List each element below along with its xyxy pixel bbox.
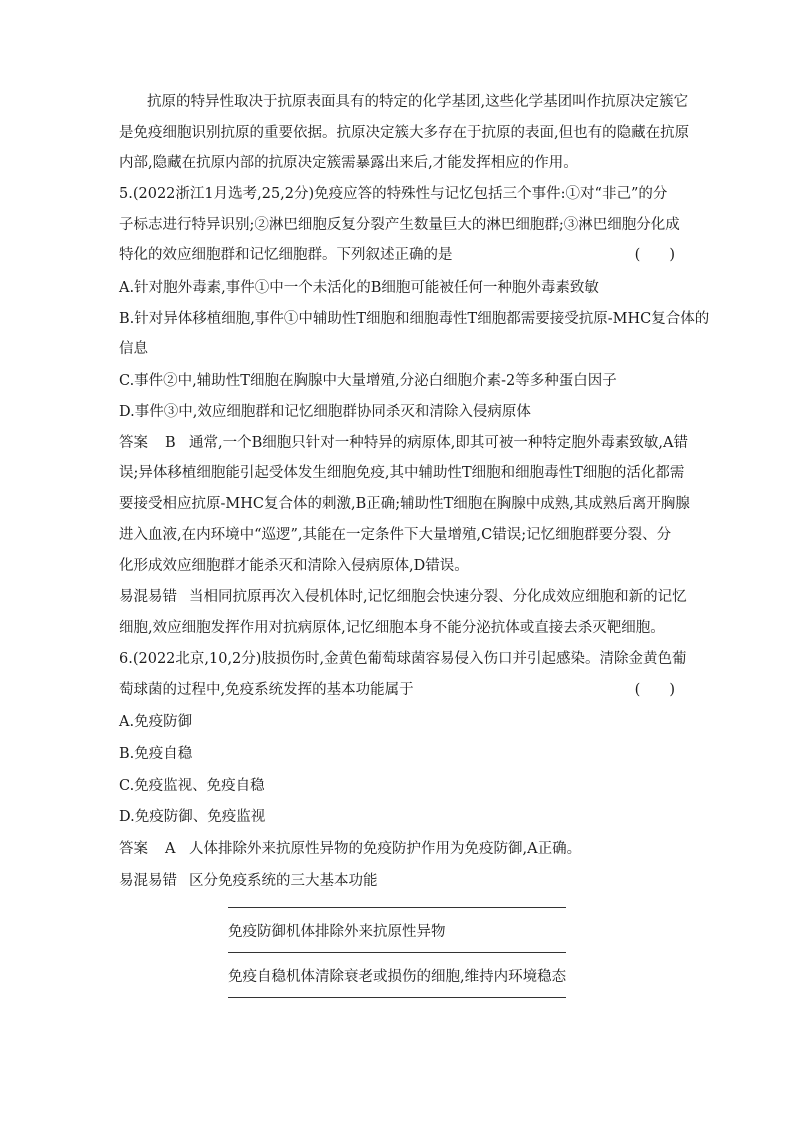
q5-stem-line: 5.(2022浙江1月选考,25,2分)免疫应答的特殊性与记忆包括三个事件:①对“非己”的分	[119, 186, 668, 202]
q5-answer-line	[119, 433, 688, 453]
intro-line: 内部,隐藏在抗原内部的抗原决定簇需暴露出来后,才能发挥相应的作用。	[119, 155, 578, 171]
table-cell-desc: 机体排除外来抗原性异物	[286, 923, 446, 940]
immune-function-table	[228, 907, 566, 998]
q5-option-b: B.针对异体移植细胞,事件①中辅助性T细胞和细胞毒性T细胞都需要接受抗原-MHC复合体的	[119, 311, 710, 327]
ymyc-text: 当相同抗原再次入侵机体时,记忆细胞会快速分裂、分化成效应细胞和新的记忆	[189, 589, 687, 605]
q5-option-a: A.针对胞外毒素,事件①中一个未活化的B细胞可能被任何一种胞外毒素致敏	[119, 280, 599, 296]
q5-stem-line: 子标志进行特异识别;②淋巴细胞反复分裂产生数量巨大的淋巴细胞群;③淋巴细胞分化成	[119, 217, 680, 233]
answer-explanation: 人体排除外来抗原性异物的免疫防护作用为免疫防御,A正确。	[189, 841, 582, 857]
q5-option-d: D.事件③中,效应细胞群和记忆细胞群协同杀灭和清除入侵病原体	[119, 404, 531, 420]
table-cell-desc: 机体清除衰老或损伤的细胞,维持内环境稳态	[286, 968, 567, 985]
q6-option-a: A.免疫防御	[119, 714, 193, 730]
table-cell-name: 免疫自稳	[228, 968, 286, 985]
answer-key: A	[165, 841, 176, 857]
ymyc-label: 易混易错	[119, 589, 177, 605]
answer-explanation: 通常,一个B细胞只针对一种特异的病原体,即其可被一种特定胞外毒素致敏,A错	[189, 435, 688, 451]
intro-line: 是免疫细胞识别抗原的重要依据。抗原决定簇大多存在于抗原的表面,但也有的隐藏在抗原	[119, 125, 690, 141]
table-row	[228, 953, 566, 998]
q5-explanation-line: 进入血液,在内环境中“巡逻”,其能在一定条件下大量增殖,C错误;记忆细胞群要分裂、分	[119, 527, 672, 543]
q6-ymyc-line	[119, 871, 378, 891]
q6-stem-line: 萄球菌的过程中,免疫系统发挥的基本功能属于	[119, 682, 414, 698]
q5-stem-line: 特化的效应细胞群和记忆细胞群。下列叙述正确的是	[119, 247, 453, 263]
table-row	[228, 908, 566, 953]
q6-answer-line	[119, 839, 581, 859]
q5-explanation-line: 化形成效应细胞群才能杀灭和清除入侵病原体,D错误。	[119, 558, 469, 574]
q6-answer-blank: ( )	[634, 682, 675, 698]
q5-explanation-line: 误;异体移植细胞能引起受体发生细胞免疫,其中辅助性T细胞和细胞毒性T细胞的活化都需	[119, 465, 685, 481]
q5-ymyc-line	[119, 587, 687, 607]
q5-answer-blank: ( )	[634, 247, 675, 263]
q6-option-c: C.免疫监视、免疫自稳	[119, 778, 265, 794]
q6-option-d: D.免疫防御、免疫监视	[119, 809, 266, 825]
table-cell-name: 免疫防御	[228, 923, 286, 940]
q5-explanation-line: 要接受相应抗原-MHC复合体的刺激,B正确;辅助性T细胞在胸腺中成熟,其成熟后离开胸腺	[119, 496, 690, 512]
answer-key: B	[165, 435, 176, 451]
intro-line: 抗原的特异性取决于抗原表面具有的特定的化学基团,这些化学基团叫作抗原决定簇它	[147, 94, 689, 110]
answer-label: 答案	[119, 841, 148, 857]
answer-label: 答案	[119, 435, 148, 451]
ymyc-label: 易混易错	[119, 873, 177, 889]
q5-option-b-cont: 信息	[119, 341, 148, 357]
q6-option-b: B.免疫自稳	[119, 746, 193, 762]
ymyc-title: 区分免疫系统的三大基本功能	[189, 873, 378, 889]
q6-stem-line: 6.(2022北京,10,2分)肢损伤时,金黄色葡萄球菌容易侵入伤口并引起感染。清除金黄色葡	[119, 651, 687, 667]
q5-ymyc-line: 细胞,效应细胞发挥作用对抗病原体,记忆细胞本身不能分泌抗体或直接去杀灭靶细胞。	[119, 620, 665, 636]
q5-option-c: C.事件②中,辅助性T细胞在胸腺中大量增殖,分泌白细胞介素-2等多种蛋白因子	[119, 373, 617, 389]
